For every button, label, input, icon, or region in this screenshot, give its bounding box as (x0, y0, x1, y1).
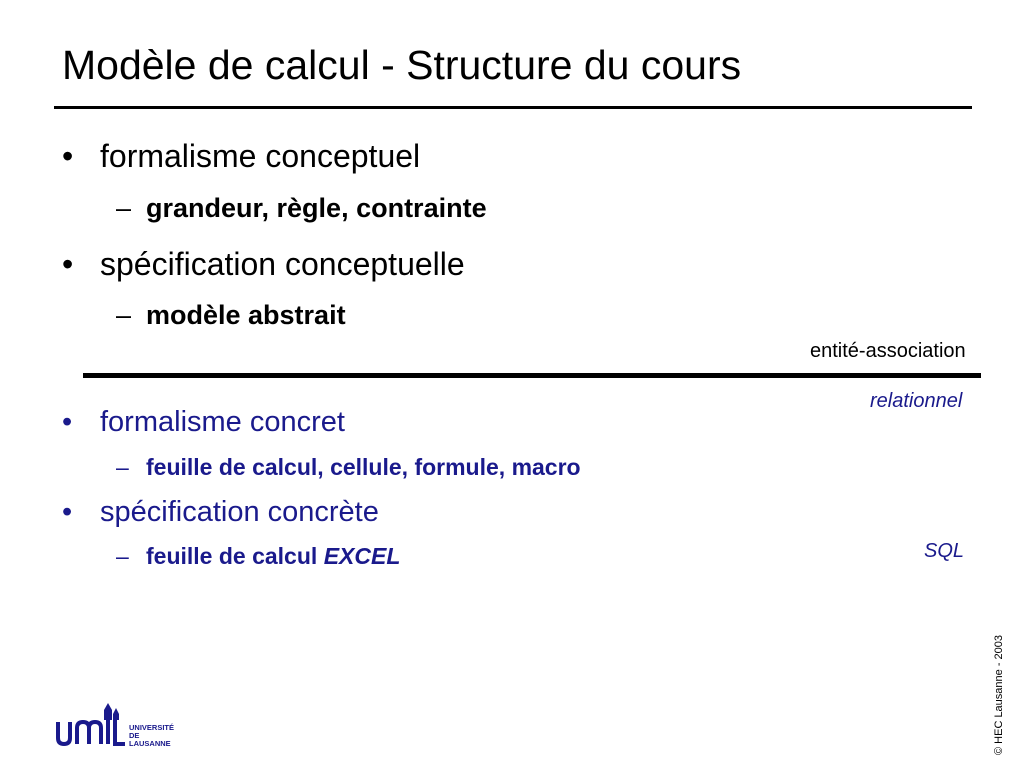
logo-line1: UNIVERSITÉ (129, 723, 175, 732)
title-underline (54, 106, 972, 109)
unil-logo (55, 702, 175, 752)
label-relationnel: relationnel (870, 390, 963, 412)
bullet-mark: • (62, 246, 74, 282)
logo-line2: DE (129, 731, 140, 740)
sub-label: feuille de calcul, cellule, formule, macro (146, 454, 581, 480)
label-sql: SQL (924, 540, 965, 562)
sub-label: feuille de calcul (146, 543, 324, 569)
copyright-notice: © HEC Lausanne - 2003 (993, 634, 1005, 755)
logo-line3: LAUSANNE (129, 739, 171, 748)
bullet-mark: • (62, 496, 73, 528)
sub-label-wrapper (146, 543, 400, 570)
bullet-label: spécification concrète (100, 496, 379, 528)
sub-label: grandeur, règle, contrainte (146, 193, 487, 223)
dash-mark: – (116, 300, 132, 330)
section-divider (83, 373, 981, 378)
dash-mark: – (116, 454, 129, 480)
bullet-label: formalisme concret (100, 406, 345, 438)
label-entite-association: entité-association (810, 340, 966, 362)
bullet-label: spécification conceptuelle (100, 246, 465, 282)
bullet-label: formalisme conceptuel (100, 138, 421, 174)
slide-title: Modèle de calcul - Structure du cours (62, 42, 742, 88)
sub-label: modèle abstrait (146, 300, 346, 330)
bullet-mark: • (62, 406, 73, 438)
dash-mark: – (116, 193, 132, 223)
bullet-mark: • (62, 138, 74, 174)
dash-mark: – (116, 543, 129, 569)
sub-label-excel: EXCEL (323, 543, 401, 569)
